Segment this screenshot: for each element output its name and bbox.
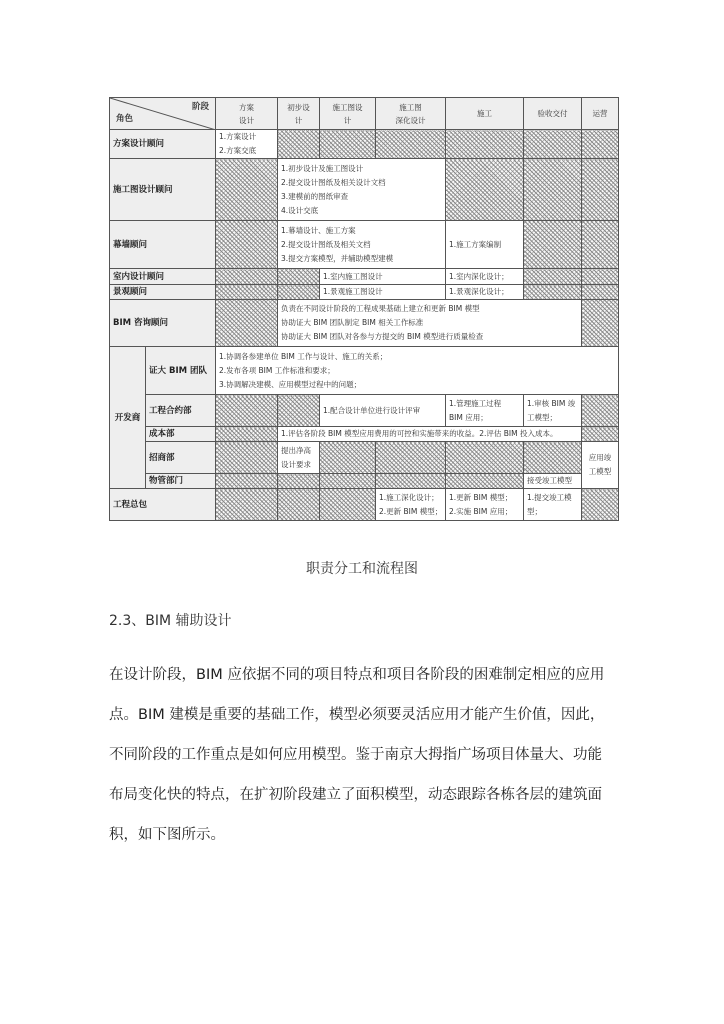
hatch-cell <box>216 395 278 427</box>
stage-detailed-design: 施工图 深化设计 <box>376 98 446 130</box>
cell-landscape-construction: 1.景观深化设计； <box>446 285 524 300</box>
section-heading: 2.3、BIM 辅助设计 <box>109 613 232 629</box>
table-row <box>110 159 619 221</box>
table-row <box>110 300 619 347</box>
hatch-cell <box>376 442 446 474</box>
hatch-cell <box>278 489 320 521</box>
cell-contract-cd: 1.配合设计单位进行设计评审 <box>320 395 446 427</box>
row-label-leasing-dept: 招商部 <box>146 442 216 474</box>
hatch-cell <box>320 489 376 521</box>
hatch-cell <box>278 474 320 489</box>
hatch-cell <box>446 130 524 159</box>
hatch-cell <box>524 269 582 285</box>
hatch-cell <box>216 159 278 221</box>
hatch-cell <box>216 442 278 474</box>
hatch-cell <box>582 221 619 269</box>
hatch-cell <box>278 395 320 427</box>
hatch-cell <box>216 427 278 442</box>
table-row <box>110 285 619 300</box>
header-row <box>110 98 619 130</box>
hatch-cell <box>446 474 524 489</box>
cell-contract-construction: 1.管理施工过程 BIM 应用； <box>446 395 524 427</box>
hatch-cell <box>216 269 278 285</box>
cell-cd-tasks: 1.初步设计及施工图设计 2.提交设计图纸及相关设计文档 3.建模前的图纸审查 4.设计交底 <box>278 159 446 221</box>
responsibility-matrix-table <box>109 97 619 521</box>
paragraph-line: 在设计阶段，BIM 应依据不同的项目特点和项目各阶段的困难制定相应的应用 <box>109 667 605 683</box>
corner-role-label: 角色 <box>116 114 134 124</box>
stage-acceptance: 验收交付 <box>524 98 582 130</box>
hatch-cell <box>216 221 278 269</box>
cell-property-acceptance: 接受竣工模型 <box>524 474 582 489</box>
row-label-property-dept: 物管部门 <box>146 474 216 489</box>
row-label-general-contractor: 工程总包 <box>110 489 216 521</box>
hatch-cell <box>582 285 619 300</box>
hatch-cell <box>524 159 582 221</box>
hatch-cell <box>582 427 619 442</box>
hatch-cell <box>376 130 446 159</box>
stage-scheme-design: 方案 设计 <box>216 98 278 130</box>
cell-bim-team-tasks: 1.协调各参建单位 BIM 工作与设计、施工的关系； 2.发布各项 BIM 工作标准和要求； 3.协调解决建模、应用模型过程中的问题； <box>216 347 619 395</box>
hatch-cell <box>524 442 582 474</box>
cell-curtain-construction: 1.施工方案编制 <box>446 221 524 269</box>
hatch-cell <box>320 442 376 474</box>
hatch-cell <box>278 269 320 285</box>
hatch-cell <box>446 159 524 221</box>
hatch-cell <box>582 395 619 427</box>
hatch-cell <box>216 300 278 347</box>
stage-operation: 运营 <box>582 98 619 130</box>
table-row <box>110 221 619 269</box>
cell-gc-construction: 1.更新 BIM 模型； 2.实施 BIM 应用； <box>446 489 524 521</box>
cell-leasing-task: 提出净高 设计要求 <box>278 442 320 474</box>
stage-construction: 施工 <box>446 98 524 130</box>
table-row <box>110 442 619 474</box>
corner-stage-label: 阶段 <box>191 102 209 112</box>
hatch-cell <box>216 489 278 521</box>
row-label-cost-dept: 成本部 <box>146 427 216 442</box>
row-label-bim-team: 证大 BIM 团队 <box>146 347 216 395</box>
hatch-cell <box>524 285 582 300</box>
row-label-interior-consultant: 室内设计顾问 <box>110 269 216 285</box>
cell-gc-detailing: 1.施工深化设计； 2.更新 BIM 模型； <box>376 489 446 521</box>
body-paragraph <box>109 655 619 855</box>
stage-preliminary-design: 初步设 计 <box>278 98 320 130</box>
cell-interior-cd: 1.室内施工图设计 <box>320 269 446 285</box>
row-group-developer: 开发商 <box>110 347 146 489</box>
table-row <box>110 130 619 159</box>
paragraph-line: 点。BIM 建模是重要的基础工作，模型必须要灵活应用才能产生价值，因此， <box>109 707 605 723</box>
hatch-cell <box>216 285 278 300</box>
cell-curtain-tasks: 1.幕墙设计、施工方案 2.提交设计图纸及相关文档 3.提交方案模型，并辅助模型建模 <box>278 221 446 269</box>
hatch-cell <box>524 221 582 269</box>
corner-cell <box>110 98 216 130</box>
hatch-cell <box>376 474 446 489</box>
stage-construction-drawing: 施工图设 计 <box>320 98 376 130</box>
cell-landscape-cd: 1.景观施工图设计 <box>320 285 446 300</box>
figure-caption: 职责分工和流程图 <box>306 561 418 577</box>
hatch-cell <box>582 159 619 221</box>
cell-bim-consultant-tasks: 负责在不同设计阶段的工程成果基础上建立和更新 BIM 模型 协助证大 BIM 团队制定 BIM 相关工作标准 协助证大 BIM 团队对各参与方提交的 BIM 模型进行质量检查 <box>278 300 582 347</box>
paragraph-line: 布局变化快的特点，在扩初阶段建立了面积模型，动态跟踪各栋各层的建筑面 <box>109 787 602 803</box>
hatch-cell <box>582 269 619 285</box>
hatch-cell <box>278 285 320 300</box>
hatch-cell <box>278 130 320 159</box>
row-label-landscape-consultant: 景观顾问 <box>110 285 216 300</box>
hatch-cell <box>446 442 524 474</box>
hatch-cell <box>216 474 278 489</box>
paragraph-line: 不同阶段的工作重点是如何应用模型。鉴于南京大拇指广场项目体量大、功能 <box>109 747 602 763</box>
row-label-cd-consultant: 施工图设计顾问 <box>110 159 216 221</box>
hatch-cell <box>582 130 619 159</box>
cell-property-operation: 应用竣 工模型 <box>582 442 619 489</box>
cell-scheme-tasks: 1.方案设计 2.方案交底 <box>216 130 278 159</box>
cell-gc-acceptance: 1.提交竣工模 型； <box>524 489 582 521</box>
table-row <box>110 489 619 521</box>
table-row <box>110 347 619 395</box>
cell-interior-construction: 1.室内深化设计； <box>446 269 524 285</box>
table-row <box>110 427 619 442</box>
table-row <box>110 395 619 427</box>
cell-contract-acceptance: 1.审核 BIM 竣 工模型； <box>524 395 582 427</box>
paragraph-line: 积，如下图所示。 <box>109 827 225 843</box>
hatch-cell <box>582 489 619 521</box>
row-label-bim-consultant: BIM 咨询顾问 <box>110 300 216 347</box>
hatch-cell <box>582 300 619 347</box>
row-label-contract-dept: 工程合约部 <box>146 395 216 427</box>
hatch-cell <box>320 130 376 159</box>
table-row <box>110 474 619 489</box>
hatch-cell <box>524 130 582 159</box>
table-row <box>110 269 619 285</box>
cell-cost-task: 1.评估各阶段 BIM 模型应用费用的可控和实施带来的收益。2.评估 BIM 投入成本。 <box>278 427 582 442</box>
row-label-curtain-consultant: 幕墙顾问 <box>110 221 216 269</box>
hatch-cell <box>320 474 376 489</box>
row-label-scheme-consultant: 方案设计顾问 <box>110 130 216 159</box>
